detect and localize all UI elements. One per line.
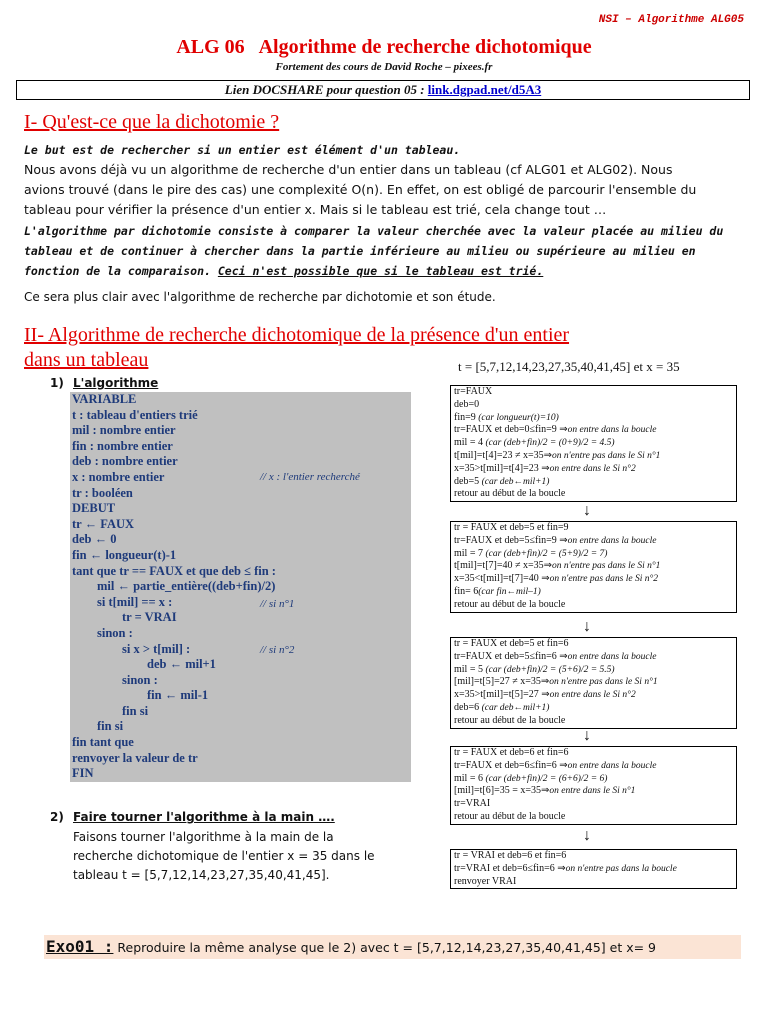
trace-line-text: deb=0 xyxy=(454,398,480,410)
item1-label: L'algorithme xyxy=(73,376,159,390)
link-box xyxy=(16,80,750,100)
code-line: fin si xyxy=(72,719,124,734)
trace-line xyxy=(454,702,736,715)
para2-last: fonction de la comparaison. xyxy=(24,264,218,278)
trace-box xyxy=(450,849,737,889)
trace-line-note: on entre dans le Si n°1 xyxy=(549,786,636,797)
trace-line-text: tr = FAUX et deb=5 et fin=6 xyxy=(454,638,569,649)
docshare-link[interactable]: link.dgpad.net/d5A3 xyxy=(427,82,542,97)
code-line: t : tableau d'entiers trié xyxy=(72,407,198,422)
page-subtitle: Fortement des cours de David Roche – pixees.fr xyxy=(275,61,493,73)
trace-line-note: (car (deb+fin)/2 = (5+6)/2 = 5.5) xyxy=(485,664,615,675)
item2-line: Faisons tourner l'algorithme à la main de la xyxy=(73,830,334,844)
trace-line xyxy=(454,522,736,535)
trace-line xyxy=(454,599,736,612)
trace-line-note: on n'entre pas dans le Si n°1 xyxy=(549,677,658,688)
trace-line-note: (car (deb+fin)/2 = (6+6)/2 = 6) xyxy=(485,773,608,784)
para1-line: Nous avons déjà vu un algorithme de recherche d'un entier dans un tableau (cf ALG01 et ALG02). Nous xyxy=(24,162,673,177)
item2-line: recherche dichotomique de l'entier x = 35 dans le xyxy=(73,849,375,863)
trace-line-note: on n'entre pas dans la boucle xyxy=(565,863,677,874)
trace-line-text: x=35>t[mil]=t[5]=27 ⇒ xyxy=(454,689,550,701)
trace-line xyxy=(454,463,736,476)
trace-line-text: [mil]=t[6]=35 = x=35⇒ xyxy=(454,785,550,797)
section1-para2 xyxy=(24,221,744,281)
link-prefix: Lien DOCSHARE pour question 05 : xyxy=(224,82,428,97)
section1-para3: Ce sera plus clair avec l'algorithme de recherche par dichotomie et son étude. xyxy=(24,290,496,304)
trace-line xyxy=(454,476,736,489)
code-line: fin ← longueur(t)-1 xyxy=(72,547,177,562)
exercise-text: Reproduire la même analyse que le 2) avec t = [5,7,12,14,23,27,35,40,41,45] et x= 9 xyxy=(113,940,657,955)
item2-text xyxy=(73,828,411,885)
trace-line-text: mil = 7 xyxy=(454,547,486,559)
trace-line-note: (car longueur(t)=10) xyxy=(478,412,559,423)
trace-line xyxy=(454,811,736,824)
down-arrow-icon: ↓ xyxy=(583,727,591,744)
trace-line-note: on entre dans la boucle xyxy=(567,651,657,662)
trace-line xyxy=(454,437,736,450)
code-line: tant que tr == FAUX et que deb ≤ fin : xyxy=(72,563,276,578)
para2-underlined: Ceci n'est possible que si le tableau est trié. xyxy=(217,264,544,278)
trace-line-text: x=35>t[mil]=t[4]=23 ⇒ xyxy=(454,462,550,474)
code-line: DEBUT xyxy=(72,501,116,516)
trace-line-note: (car deb←mil+1) xyxy=(481,702,550,713)
trace-line-note: on n'entre pas dans le Si n°1 xyxy=(552,561,661,572)
trace-line xyxy=(454,798,736,811)
algorithm-code xyxy=(72,392,276,782)
code-line: deb ← 0 xyxy=(72,532,117,547)
trace-box xyxy=(450,385,737,502)
code-line: fin : nombre entier xyxy=(72,438,173,453)
item2-line: tableau t = [5,7,12,14,23,27,35,40,41,45]. xyxy=(73,868,330,882)
trace-line xyxy=(454,386,736,399)
comment-si2: // si n°2 xyxy=(260,644,295,656)
code-line: tr = VRAI xyxy=(72,610,177,625)
code-line: sinon : xyxy=(72,672,158,687)
code-line: deb ← mil+1 xyxy=(72,657,216,672)
trace-line-note: on entre dans le Si n°2 xyxy=(549,463,636,474)
trace-line xyxy=(454,560,736,573)
trace-line-note: on entre dans la boucle xyxy=(567,760,657,771)
code-line: mil : nombre entier xyxy=(72,423,176,438)
trace-line-note: on n'entre pas dans le Si n°2 xyxy=(549,574,659,585)
trace-box xyxy=(450,521,737,613)
trace-line xyxy=(454,863,736,876)
trace-line xyxy=(454,785,736,798)
down-arrow-icon: ↓ xyxy=(583,502,591,519)
trace-line-note: (car fin←mil–1) xyxy=(478,586,541,597)
trace-line-text: fin=9 xyxy=(454,411,479,423)
header-tag: NSI – Algorithme ALG05 xyxy=(598,14,744,26)
item2-number: 2) xyxy=(50,810,64,824)
code-line: mil ← partie_entière((deb+fin)/2) xyxy=(72,579,276,594)
exercise-banner xyxy=(44,935,741,959)
trace-line-text: tr=VRAI et deb=6≤fin=6 ⇒ xyxy=(454,862,566,874)
trace-line-note: on n'entre pas dans le Si n°1 xyxy=(552,450,661,461)
trace-line-text: renvoyer VRAI xyxy=(454,875,517,887)
trace-line-text: tr=FAUX et deb=0≤fin=9 ⇒ xyxy=(454,424,568,436)
exercise-label: Exo01 : xyxy=(46,937,114,956)
trace-line xyxy=(454,399,736,412)
trace-line-note: on entre dans la boucle xyxy=(567,425,657,436)
code-line: fin si xyxy=(72,703,149,718)
trace-line xyxy=(454,412,736,425)
trace-line xyxy=(454,424,736,437)
trace-line xyxy=(454,488,736,501)
trace-line-note: (car (deb+fin)/2 = (5+9)/2 = 7) xyxy=(485,548,608,559)
para1-line: avions trouvé (dans le pire des cas) une complexité O(n). En effet, on est obligé de parcourir l'ensemble du xyxy=(24,182,697,197)
trace-line-text: tr=FAUX et deb=5≤fin=6 ⇒ xyxy=(454,650,568,662)
trace-line xyxy=(454,450,736,463)
code-line: si x > t[mil] : xyxy=(72,641,191,656)
trace-line-text: mil = 4 xyxy=(454,437,486,449)
section2-heading-line2: dans un tableau xyxy=(24,349,149,371)
code-line: VARIABLE xyxy=(72,392,137,406)
trace-line-note: (car deb←mil+1) xyxy=(481,476,550,487)
trace-line xyxy=(454,747,736,760)
code-line: deb : nombre entier xyxy=(72,454,178,469)
item1-number: 1) xyxy=(50,376,64,390)
trace-line-text: retour au début de la boucle xyxy=(454,810,566,822)
section1-intro: Le but est de rechercher si un entier est élément d'un tableau. xyxy=(24,143,461,157)
trace-line-text: t[mil]=t[7]=40 ≠ x=35⇒ xyxy=(454,560,552,572)
trace-line-text: tr=VRAI xyxy=(454,798,491,810)
para1-line: tableau pour vérifier la présence d'un entier x. Mais si le tableau est trié, cela change tout … xyxy=(24,202,607,217)
trace-box xyxy=(450,746,737,825)
para2-line: tableau et de continuer à chercher dans la partie inférieure au milieu ou supérieure au milieu en xyxy=(24,244,696,258)
trace-line-note: on entre dans la boucle xyxy=(567,535,657,546)
trace-line xyxy=(454,850,736,863)
code-line: sinon : xyxy=(72,625,133,640)
trace-line-text: fin= 6 xyxy=(454,585,479,597)
trace-line xyxy=(454,638,736,651)
trace-line-text: retour au début de la boucle xyxy=(454,488,566,500)
code-line: fin ← mil-1 xyxy=(72,688,209,703)
trace-line-text: mil = 5 xyxy=(454,663,486,675)
trace-title: t = [5,7,12,14,23,27,35,40,41,45] et x = 35 xyxy=(458,359,680,374)
down-arrow-icon: ↓ xyxy=(583,618,591,635)
trace-line-text: tr = VRAI et deb=6 et fin=6 xyxy=(454,850,567,861)
item2-label: Faire tourner l'algorithme à la main …. xyxy=(73,810,335,824)
section1-para1 xyxy=(24,160,744,220)
trace-line xyxy=(454,651,736,664)
code-line: si t[mil] == x : xyxy=(72,594,173,609)
trace-line xyxy=(454,773,736,786)
trace-line-text: tr = FAUX et deb=5 et fin=9 xyxy=(454,522,569,533)
trace-line xyxy=(454,535,736,548)
trace-line xyxy=(454,689,736,702)
trace-line-text: [mil]=t[5]=27 ≠ x=35⇒ xyxy=(454,676,550,688)
trace-line xyxy=(454,573,736,586)
trace-line-note: on entre dans le Si n°2 xyxy=(549,690,636,701)
trace-line xyxy=(454,760,736,773)
comment-x: // x : l'entier recherché xyxy=(260,471,360,483)
down-arrow-icon: ↓ xyxy=(583,827,591,844)
trace-line-text: retour au début de la boucle xyxy=(454,714,566,726)
code-line: FIN xyxy=(72,766,94,781)
trace-line-text: t[mil]=t[4]=23 ≠ x=35⇒ xyxy=(454,449,552,461)
trace-line-text: mil = 6 xyxy=(454,772,486,784)
trace-line-text: retour au début de la boucle xyxy=(454,598,566,610)
trace-line-text: tr=FAUX et deb=6≤fin=6 ⇒ xyxy=(454,759,568,771)
trace-line-text: deb=6 xyxy=(454,701,482,713)
trace-line-text: tr = FAUX et deb=6 et fin=6 xyxy=(454,747,569,758)
trace-line-text: deb=5 xyxy=(454,475,482,487)
trace-line xyxy=(454,664,736,677)
trace-line xyxy=(454,715,736,728)
trace-line-text: tr=FAUX xyxy=(454,386,493,397)
trace-line-text: tr=FAUX et deb=5≤fin=9 ⇒ xyxy=(454,534,568,546)
code-line: tr : booléen xyxy=(72,485,133,500)
trace-line-note: (car (deb+fin)/2 = (0+9)/2 = 4.5) xyxy=(485,438,615,449)
code-line: renvoyer la valeur de tr xyxy=(72,750,198,765)
code-line: fin tant que xyxy=(72,735,134,750)
code-line: x : nombre entier xyxy=(72,469,165,484)
trace-box xyxy=(450,637,737,729)
page-title: ALG 06 Algorithme de recherche dichotomique xyxy=(176,36,592,58)
trace-line xyxy=(454,676,736,689)
section2-heading-line1: II- Algorithme de recherche dichotomique de la présence d'un entier xyxy=(24,324,570,346)
para2-line: L'algorithme par dichotomie consiste à comparer la valeur cherchée avec la valeur placée au milieu du xyxy=(24,224,724,238)
trace-line-text: x=35<t[mil]=t[7]=40 ⇒ xyxy=(454,573,550,585)
trace-line xyxy=(454,548,736,561)
trace-line xyxy=(454,876,736,889)
section1-heading: I- Qu'est-ce que la dichotomie ? xyxy=(24,111,280,133)
code-line: tr ← FAUX xyxy=(72,516,135,531)
trace-line xyxy=(454,586,736,599)
comment-si1: // si n°1 xyxy=(260,598,295,610)
